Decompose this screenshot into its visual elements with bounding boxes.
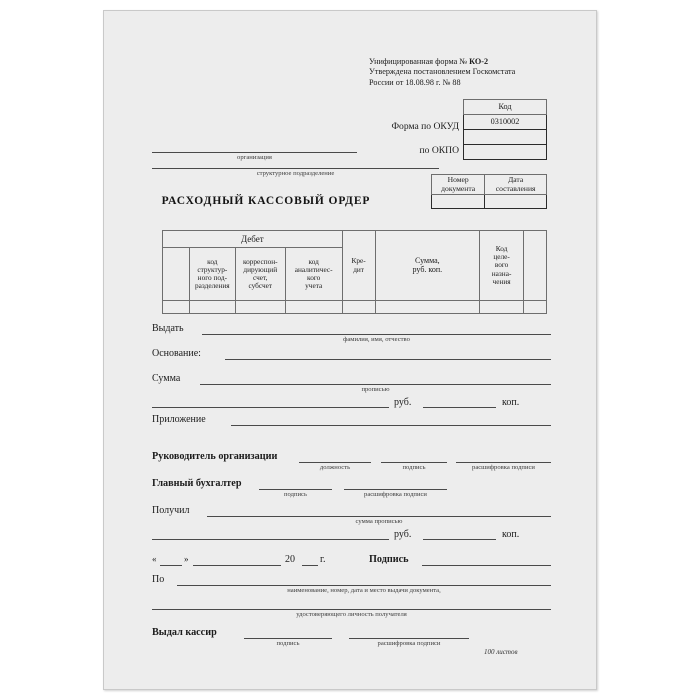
rukovoditel-rasshifrovka-line[interactable] bbox=[456, 462, 551, 463]
debet-blank-header-cell bbox=[163, 248, 190, 301]
form-header-block bbox=[369, 57, 554, 88]
debet-group-header: Дебет bbox=[163, 231, 343, 248]
docnum-value-cell[interactable] bbox=[432, 195, 485, 209]
docdate-header-cell: Дата составления bbox=[485, 175, 547, 195]
ledger-table bbox=[162, 230, 547, 314]
buhgalter-rasshifrovka-line[interactable] bbox=[344, 489, 447, 490]
rukovoditel-label: Руководитель организации bbox=[152, 451, 278, 462]
okud-value-cell[interactable]: 0310002 bbox=[464, 115, 547, 130]
kassir-podpis-caption: подпись bbox=[276, 640, 300, 647]
summa-kop-line[interactable] bbox=[423, 407, 496, 408]
ledger-cell-6[interactable] bbox=[480, 301, 524, 314]
kod-header-cell: Код bbox=[464, 100, 547, 115]
ledger-cell-3[interactable] bbox=[285, 301, 342, 314]
kod-okud-row bbox=[464, 115, 547, 130]
kod-extra-cell[interactable] bbox=[464, 145, 547, 160]
poluchil-label: Получил bbox=[152, 505, 190, 516]
summa-input-line[interactable] bbox=[200, 384, 551, 385]
date-quote-close: » bbox=[184, 554, 189, 564]
osnovanie-label: Основание: bbox=[152, 348, 201, 359]
form-header-line-2: Утверждена постановлением Госкомстата bbox=[369, 67, 516, 77]
table-row bbox=[163, 301, 547, 314]
kod-extra-row bbox=[464, 145, 547, 160]
date-year-suffix: г. bbox=[320, 554, 326, 565]
ledger-cell-7[interactable] bbox=[524, 301, 547, 314]
po-input-line-1[interactable] bbox=[177, 585, 551, 586]
vydat-label: Выдать bbox=[152, 323, 184, 334]
po-label: По bbox=[152, 574, 165, 585]
ledger-spare-header-cell bbox=[524, 231, 547, 301]
ledger-cell-0[interactable] bbox=[163, 301, 190, 314]
ledger-cell-5[interactable] bbox=[375, 301, 480, 314]
ledger-cell-1[interactable] bbox=[189, 301, 235, 314]
docnum-value-row bbox=[432, 195, 547, 209]
prilozhenie-label: Приложение bbox=[152, 414, 206, 425]
kod-header-row bbox=[464, 100, 547, 115]
kod-analiticheskogo-ucheta-header-cell: код аналитичес- кого учета bbox=[285, 248, 342, 301]
poluchil-rub-line[interactable] bbox=[152, 539, 389, 540]
docnum-header-row bbox=[432, 175, 547, 195]
kop-label-2: коп. bbox=[502, 529, 520, 540]
date-year-line[interactable] bbox=[302, 565, 318, 566]
form-header-line-3: России от 18.08.98 г. № 88 bbox=[369, 77, 461, 87]
document-page bbox=[103, 10, 597, 690]
poluchil-kop-line[interactable] bbox=[423, 539, 496, 540]
kod-table bbox=[463, 99, 547, 160]
okpo-label: по ОКПО bbox=[419, 145, 459, 156]
buhgalter-podpis-line[interactable] bbox=[259, 489, 332, 490]
buhgalter-label: Главный бухгалтер bbox=[152, 478, 242, 489]
prilozhenie-input-line[interactable] bbox=[231, 425, 551, 426]
docnum-header-cell: Номер документа bbox=[432, 175, 485, 195]
rub-label-2: руб. bbox=[394, 529, 412, 540]
kassir-label: Выдал кассир bbox=[152, 627, 217, 638]
ledger-cell-2[interactable] bbox=[235, 301, 285, 314]
rukovoditel-dolzhnost-line[interactable] bbox=[299, 462, 371, 463]
page-title: РАСХОДНЫЙ КАССОВЫЙ ОРДЕР bbox=[161, 195, 371, 207]
rukovoditel-podpis-line[interactable] bbox=[381, 462, 447, 463]
korrespondiruyushchiy-schet-header-cell: корреспон- дирующий счет, субсчет bbox=[235, 248, 285, 301]
rukovoditel-podpis-caption: подпись bbox=[402, 464, 426, 471]
form-header-line-1: Унифицированная форма № КО-2 bbox=[369, 57, 489, 66]
kassir-podpis-line[interactable] bbox=[244, 638, 332, 639]
organization-input-line[interactable] bbox=[152, 152, 357, 153]
poluchil-input-line[interactable] bbox=[207, 516, 551, 517]
summa-rub-line[interactable] bbox=[152, 407, 389, 408]
ledger-cell-4[interactable] bbox=[342, 301, 375, 314]
podpis-input-line[interactable] bbox=[422, 565, 551, 566]
okpo-value-cell[interactable] bbox=[464, 130, 547, 145]
kassir-rasshifrovka-caption: расшифровка подписи bbox=[377, 640, 441, 647]
vydat-input-line[interactable] bbox=[202, 334, 551, 335]
kassir-rasshifrovka-line[interactable] bbox=[349, 638, 469, 639]
document-number-date-table bbox=[431, 174, 547, 209]
po-caption-2: удостоверяющего личность получателя bbox=[296, 611, 407, 618]
summa-label: Сумма bbox=[152, 373, 181, 384]
osnovanie-input-line[interactable] bbox=[225, 359, 551, 360]
kod-okpo-row bbox=[464, 130, 547, 145]
date-month-line[interactable] bbox=[193, 565, 281, 566]
podpis-label: Подпись bbox=[369, 554, 409, 565]
organization-caption: организация bbox=[237, 154, 272, 161]
summa-header-cell: Сумма, руб. коп. bbox=[375, 231, 480, 301]
rukovoditel-dolzhnost-caption: должность bbox=[319, 464, 351, 471]
subdivision-input-line[interactable] bbox=[152, 168, 439, 169]
rub-label: руб. bbox=[394, 397, 412, 408]
kod-naznacheniya-header-cell: Код целе- вого назна- чения bbox=[480, 231, 524, 301]
vydat-caption: фамилия, имя, отчество bbox=[343, 336, 410, 343]
sheet-count-note: 100 листов bbox=[484, 648, 518, 656]
po-caption-1: наименование, номер, дата и место выдачи документа, bbox=[287, 587, 441, 594]
kod-podrazdeleniya-header-cell: код структур- ного под- разделения bbox=[189, 248, 235, 301]
ledger-group-header-row bbox=[163, 231, 547, 248]
rukovoditel-rasshifrovka-caption: расшифровка подписи bbox=[472, 464, 535, 471]
date-quote-open: « bbox=[152, 554, 157, 564]
subdivision-caption: структурное подразделение bbox=[256, 170, 335, 177]
docdate-value-cell[interactable] bbox=[485, 195, 547, 209]
date-year-prefix: 20 bbox=[285, 554, 295, 565]
summa-caption: прописью bbox=[361, 386, 390, 393]
kop-label: коп. bbox=[502, 397, 520, 408]
buhgalter-rasshifrovka-caption: расшифровка подписи bbox=[364, 491, 427, 498]
kredit-header-cell: Кре- дит bbox=[342, 231, 375, 301]
buhgalter-podpis-caption: подпись bbox=[284, 491, 307, 498]
poluchil-caption: сумма прописью bbox=[355, 518, 403, 525]
date-day-line[interactable] bbox=[160, 565, 182, 566]
okud-label: Форма по ОКУД bbox=[391, 121, 459, 132]
po-input-line-2[interactable] bbox=[152, 609, 551, 610]
